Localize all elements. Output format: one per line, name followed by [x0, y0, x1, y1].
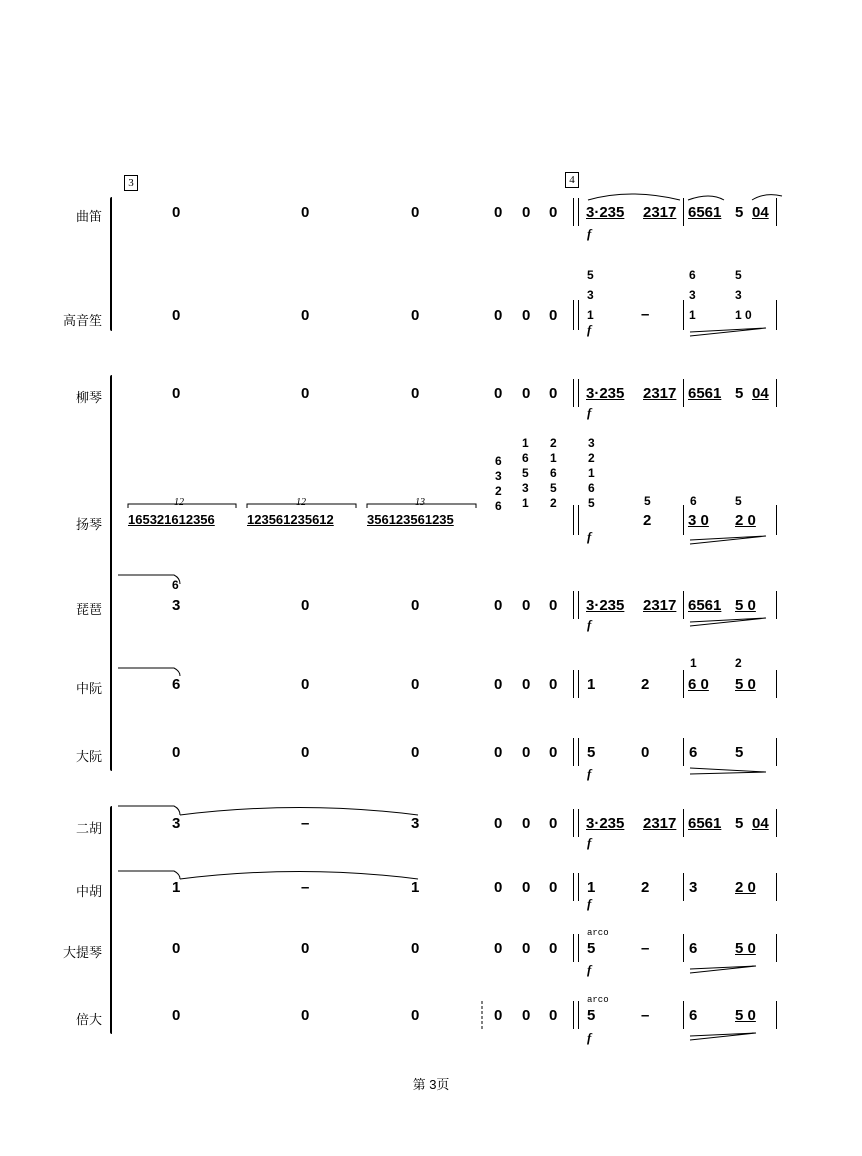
melody-note: 04 [752, 385, 769, 402]
rest: 0 [494, 940, 503, 957]
note: 3 [172, 815, 181, 832]
chord-note: 1 [587, 308, 594, 322]
note-run: 356123561235 [367, 512, 454, 527]
instrument-label: 倍大 [75, 1012, 102, 1027]
melody-note: 6561 [688, 597, 722, 614]
note-run: 123561235612 [247, 512, 334, 527]
dynamic-mark: f [587, 322, 592, 337]
rest: 0 [172, 940, 181, 957]
rest: 0 [301, 744, 310, 761]
rest: 0 [411, 204, 420, 221]
instrument-label: 琵琶 [75, 602, 102, 617]
chord-note: 6 [689, 268, 696, 282]
melody-note: 6561 [688, 385, 722, 402]
rest: 0 [301, 204, 310, 221]
rest: 0 [549, 204, 558, 221]
rest: 0 [522, 676, 531, 693]
arco-mark: arco [587, 928, 609, 938]
rest: 0 [301, 597, 310, 614]
dynamic-mark: f [587, 529, 592, 544]
rest: 0 [549, 815, 558, 832]
note: 5 0 [735, 676, 756, 693]
note: 6 [172, 676, 181, 693]
note: 3 [172, 597, 181, 614]
note: 3 0 [688, 512, 709, 529]
rest: 0 [549, 1007, 558, 1024]
rest: 0 [549, 940, 558, 957]
rest: 0 [172, 307, 181, 324]
instrument-label: 中胡 [75, 884, 102, 899]
tuplet-number: 13 [415, 497, 425, 508]
melody-note: 6561 [688, 204, 722, 221]
note: 2 [641, 676, 650, 693]
rest: 0 [301, 676, 310, 693]
chord-note: 6 [172, 578, 179, 592]
rest: 0 [522, 385, 531, 402]
rest: 0 [172, 204, 181, 221]
note: 6 0 [688, 676, 709, 693]
rest: 0 [411, 676, 420, 693]
chord-note: 1 [689, 308, 696, 322]
chord-note: 1 [690, 656, 697, 670]
rest: 0 [522, 597, 531, 614]
melody-note: 04 [752, 204, 769, 221]
note: 2 [643, 512, 652, 529]
rest: 0 [172, 385, 181, 402]
melody-note: 6561 [688, 815, 722, 832]
instrument-label: 二胡 [75, 821, 102, 836]
chord-note: 1 0 [735, 308, 752, 322]
rest: 0 [172, 744, 181, 761]
note: 5 0 [735, 940, 756, 957]
rest: 0 [494, 1007, 503, 1024]
melody-note: 5 0 [735, 597, 756, 614]
arpeggio-chord: 2 1 6 5 2 [550, 436, 557, 510]
instrument-label: 大阮 [75, 749, 102, 764]
rest: 0 [494, 597, 503, 614]
melody-note: 3·235 [586, 385, 625, 402]
rest: 0 [494, 385, 503, 402]
dynamic-mark: f [587, 766, 592, 781]
instrument-label: 大提琴 [62, 945, 102, 960]
rest: 0 [522, 744, 531, 761]
arpeggio-chord: 1 6 5 3 1 [522, 436, 529, 510]
rest: 0 [494, 879, 503, 896]
rest: 0 [549, 744, 558, 761]
chord-note: 5 [735, 268, 742, 282]
rest: 0 [641, 744, 650, 761]
note: 6 [689, 1007, 698, 1024]
rest: 0 [494, 204, 503, 221]
rest: 0 [301, 940, 310, 957]
rest: 0 [549, 307, 558, 324]
note: 5 [587, 1007, 596, 1024]
rest: 0 [411, 1007, 420, 1024]
chord-note: 6 [690, 494, 697, 508]
dynamic-mark: f [587, 405, 592, 420]
rest: 0 [411, 940, 420, 957]
rest: 0 [522, 879, 531, 896]
note-run: 165321612356 [128, 512, 215, 527]
note: 1 [587, 676, 596, 693]
instrument-label: 高音笙 [62, 313, 102, 328]
melody-note: 5 [735, 815, 744, 832]
rest: 0 [522, 204, 531, 221]
chord-note: 3 [689, 288, 696, 302]
rehearsal-mark-3: 3 [124, 175, 138, 191]
note: 1 [172, 879, 181, 896]
chord-note: 2 [735, 656, 742, 670]
chord-note: 5 [644, 494, 651, 508]
dynamic-mark: f [587, 1030, 592, 1045]
arco-mark: arco [587, 995, 609, 1005]
chord-note: 3 [587, 288, 594, 302]
chord-note: 5 [735, 494, 742, 508]
melody-note: 2317 [643, 815, 677, 832]
note: 6 [689, 744, 698, 761]
rest: 0 [494, 744, 503, 761]
instrument-label: 曲笛 [75, 209, 102, 224]
rest: 0 [301, 307, 310, 324]
note: 2 0 [735, 879, 756, 896]
rest: 0 [522, 1007, 531, 1024]
rest: 0 [301, 385, 310, 402]
dynamic-mark: f [587, 962, 592, 977]
dynamic-mark: f [587, 835, 592, 850]
melody-note: 5 [735, 385, 744, 402]
dash: – [641, 1007, 650, 1024]
note: 2 [641, 879, 650, 896]
rest: 0 [411, 597, 420, 614]
rest: 0 [549, 676, 558, 693]
page-footer: 第 3页 [412, 1077, 450, 1092]
instrument-label: 柳琴 [75, 390, 102, 405]
note: 6 [689, 940, 698, 957]
note: 5 [587, 940, 596, 957]
rest: 0 [522, 815, 531, 832]
melody-note: 3·235 [586, 815, 625, 832]
dynamic-mark: f [587, 226, 592, 241]
note: 5 [735, 744, 744, 761]
rest: 0 [494, 815, 503, 832]
rest: 0 [549, 385, 558, 402]
tuplet-number: 12 [174, 497, 184, 508]
note: 1 [587, 879, 596, 896]
arpeggio-chord: 3 2 1 6 5 [588, 436, 595, 510]
melody-note: 5 [735, 204, 744, 221]
instrument-label: 扬琴 [75, 517, 102, 532]
rest: 0 [494, 307, 503, 324]
note: 2 0 [735, 512, 756, 529]
note: 5 [587, 744, 596, 761]
chord-note: 5 [587, 268, 594, 282]
arpeggio-chord: 6 3 2 6 [495, 454, 502, 513]
rest: 0 [411, 385, 420, 402]
rest: 0 [549, 879, 558, 896]
rest: 0 [494, 676, 503, 693]
melody-note: 04 [752, 815, 769, 832]
note: 5 0 [735, 1007, 756, 1024]
dash: – [641, 940, 650, 957]
note: 3 [689, 879, 698, 896]
melody-note: 2317 [643, 385, 677, 402]
dash: – [301, 815, 310, 832]
rest: 0 [522, 940, 531, 957]
rest: 0 [522, 307, 531, 324]
note: 1 [411, 879, 420, 896]
dynamic-mark: f [587, 896, 592, 911]
melody-note: 2317 [643, 204, 677, 221]
chord-note: 3 [735, 288, 742, 302]
rest: 0 [549, 597, 558, 614]
rehearsal-mark-4: 4 [565, 172, 579, 188]
instrument-label: 中阮 [75, 681, 102, 696]
dynamic-mark: f [587, 617, 592, 632]
note: 3 [411, 815, 420, 832]
rest: 0 [411, 744, 420, 761]
melody-note: 3·235 [586, 597, 625, 614]
dash: – [301, 879, 310, 896]
rest: 0 [301, 1007, 310, 1024]
rest: 0 [172, 1007, 181, 1024]
dash: – [641, 306, 650, 323]
melody-note: 2317 [643, 597, 677, 614]
melody-note: 3·235 [586, 204, 625, 221]
tuplet-number: 12 [296, 497, 306, 508]
rest: 0 [411, 307, 420, 324]
